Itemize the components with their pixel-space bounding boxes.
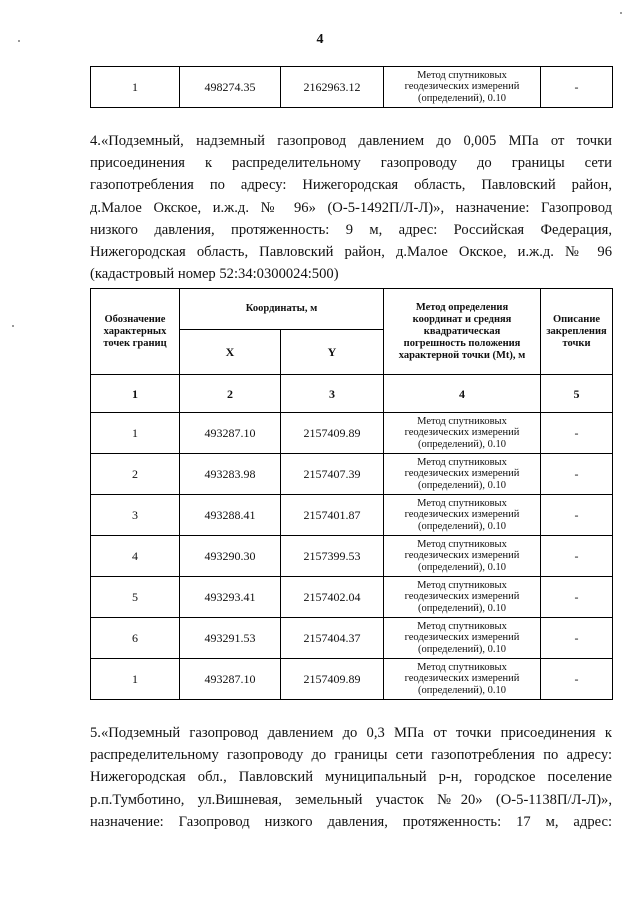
coord-y: 2157407.39 bbox=[281, 454, 384, 495]
description-cell: - bbox=[541, 454, 613, 495]
coord-y: 2157401.87 bbox=[281, 495, 384, 536]
method-line: Метод спутниковых bbox=[417, 69, 507, 81]
table-row bbox=[91, 618, 613, 659]
method-line: Метод спутниковых bbox=[417, 661, 507, 673]
coord-y: 2157399.53 bbox=[281, 536, 384, 577]
header-row bbox=[91, 289, 613, 330]
point-number: 6 bbox=[91, 618, 180, 659]
paragraph-line: Нижегородская область, Павловский район, д.Малое Окское, и.ж.д. № 96 bbox=[90, 244, 612, 261]
column-number: 2 bbox=[180, 375, 281, 413]
column-number: 1 bbox=[91, 375, 180, 413]
description-cell: - bbox=[541, 536, 613, 577]
point-number: 4 bbox=[91, 536, 180, 577]
header-line: квадратическая bbox=[423, 325, 501, 337]
method-line: геодезических измерений bbox=[404, 632, 520, 644]
table-row bbox=[91, 659, 613, 700]
point-number: 1 bbox=[91, 67, 180, 108]
paragraph-line: р.п.Тумботино, ул.Вишневая, земельный участок №20» (О-5-1138П/Л-Л)», bbox=[90, 791, 612, 808]
paragraph-line: распределительному газопроводу до границы сети газопотребления по адресу: bbox=[90, 747, 612, 764]
column-number: 5 bbox=[541, 375, 613, 413]
header-description bbox=[541, 289, 613, 375]
header-line: характерных bbox=[103, 325, 167, 337]
method-line: (определений), 0.10 bbox=[418, 438, 507, 450]
section-5-paragraph bbox=[90, 722, 612, 833]
method-line: (определений), 0.10 bbox=[418, 602, 507, 614]
method-line: Метод спутниковых bbox=[417, 456, 507, 468]
description-cell: - bbox=[541, 618, 613, 659]
header-line: закрепления bbox=[546, 325, 607, 337]
method-line: (определений), 0.10 bbox=[418, 684, 507, 696]
description-cell: - bbox=[541, 577, 613, 618]
scan-speck bbox=[18, 40, 20, 42]
coord-x: 493288.41 bbox=[180, 495, 281, 536]
method-line: Метод спутниковых bbox=[417, 415, 507, 427]
coord-y: 2157409.89 bbox=[281, 659, 384, 700]
coord-x: 498274.35 bbox=[180, 67, 281, 108]
method-cell bbox=[384, 454, 541, 495]
method-cell bbox=[384, 413, 541, 454]
method-line: геодезических измерений bbox=[404, 81, 520, 93]
coord-y: 2157409.89 bbox=[281, 413, 384, 454]
point-number: 1 bbox=[91, 659, 180, 700]
paragraph-line: д.Малое Окское, и.ж.д. № 96» (О-5-1492П/Л-Л)», назначение: Газопровод bbox=[90, 199, 612, 216]
method-cell bbox=[384, 67, 541, 108]
column-number-row bbox=[91, 375, 613, 413]
scan-speck bbox=[620, 12, 622, 14]
method-line: (определений), 0.10 bbox=[418, 479, 507, 491]
header-y: Y bbox=[281, 330, 384, 375]
point-number: 2 bbox=[91, 454, 180, 495]
header-method bbox=[384, 289, 541, 375]
point-number: 5 bbox=[91, 577, 180, 618]
point-number: 3 bbox=[91, 495, 180, 536]
header-x: X bbox=[180, 330, 281, 375]
table-row bbox=[91, 577, 613, 618]
method-line: (определений), 0.10 bbox=[418, 643, 507, 655]
point-number: 1 bbox=[91, 413, 180, 454]
method-cell bbox=[384, 618, 541, 659]
column-number: 3 bbox=[281, 375, 384, 413]
header-line: Метод определения bbox=[415, 301, 509, 313]
table-row bbox=[91, 67, 613, 108]
coord-x: 493287.10 bbox=[180, 659, 281, 700]
method-line: геодезических измерений bbox=[404, 509, 520, 521]
header-line: точки bbox=[562, 337, 591, 349]
table-row bbox=[91, 413, 613, 454]
coord-y: 2157404.37 bbox=[281, 618, 384, 659]
paragraph-line: назначение: Газопровод низкого давления, протяженность: 17 м, адрес: bbox=[90, 813, 612, 830]
coordinates-table bbox=[90, 288, 613, 700]
header-coordinates: Координаты, м bbox=[180, 289, 384, 330]
description-cell: - bbox=[541, 495, 613, 536]
method-line: геодезических измерений bbox=[404, 427, 520, 439]
method-line: геодезических измерений bbox=[404, 591, 520, 603]
scan-speck bbox=[12, 325, 14, 327]
description-cell: - bbox=[541, 659, 613, 700]
description-cell: - bbox=[541, 67, 613, 108]
paragraph-line: присоединения к распределительному газопроводу до границы сети bbox=[90, 155, 612, 172]
method-line: Метод спутниковых bbox=[417, 620, 507, 632]
header-line: характерной точки (Mt), м bbox=[398, 349, 526, 361]
method-line: (определений), 0.10 bbox=[418, 561, 507, 573]
coord-y: 2162963.12 bbox=[281, 67, 384, 108]
header-line: Обозначение bbox=[104, 313, 166, 325]
paragraph-line: Нижегородская обл., Павловский муниципальный р-н, городское поселение bbox=[90, 769, 612, 786]
paragraph-line: (кадастровый номер 52:34:0300024:500) bbox=[90, 266, 339, 283]
coord-x: 493283.98 bbox=[180, 454, 281, 495]
method-cell bbox=[384, 495, 541, 536]
method-cell bbox=[384, 536, 541, 577]
description-cell: - bbox=[541, 413, 613, 454]
method-line: Метод спутниковых bbox=[417, 538, 507, 550]
method-cell bbox=[384, 659, 541, 700]
paragraph-line: низкого давления, протяженность: 9 м, адрес: Российская Федерация, bbox=[90, 221, 612, 238]
method-line: (определений), 0.10 bbox=[417, 92, 507, 104]
method-cell bbox=[384, 577, 541, 618]
header-line: точек границ bbox=[103, 337, 167, 349]
column-number: 4 bbox=[384, 375, 541, 413]
method-line: Метод спутниковых bbox=[417, 497, 507, 509]
table-row bbox=[91, 536, 613, 577]
paragraph-line: газопотребления по адресу: Нижегородская область, Павловский район, bbox=[90, 177, 612, 194]
paragraph-line: 5.«Подземный газопровод давлением до 0,3 МПа от точки присоединения к bbox=[90, 725, 612, 741]
method-line: геодезических измерений bbox=[404, 673, 520, 685]
table-row bbox=[91, 495, 613, 536]
paragraph-line: 4.«Подземный, надземный газопровод давлением до 0,005 МПа от точки bbox=[90, 133, 612, 149]
method-line: геодезических измерений bbox=[404, 468, 520, 480]
coord-x: 493291.53 bbox=[180, 618, 281, 659]
method-line: (определений), 0.10 bbox=[418, 520, 507, 532]
coord-x: 493290.30 bbox=[180, 536, 281, 577]
header-line: погрешность положения bbox=[403, 337, 521, 349]
header-line: координат и средняя bbox=[412, 313, 512, 325]
page-number: 4 bbox=[316, 32, 324, 47]
method-line: геодезических измерений bbox=[404, 550, 520, 562]
coord-x: 493293.41 bbox=[180, 577, 281, 618]
header-line: Описание bbox=[552, 313, 601, 325]
section-4-paragraph bbox=[90, 130, 612, 285]
method-line: Метод спутниковых bbox=[417, 579, 507, 591]
coord-x: 493287.10 bbox=[180, 413, 281, 454]
coord-y: 2157402.04 bbox=[281, 577, 384, 618]
top-coordinates-table bbox=[90, 66, 613, 108]
table-row bbox=[91, 454, 613, 495]
header-designation bbox=[91, 289, 180, 375]
